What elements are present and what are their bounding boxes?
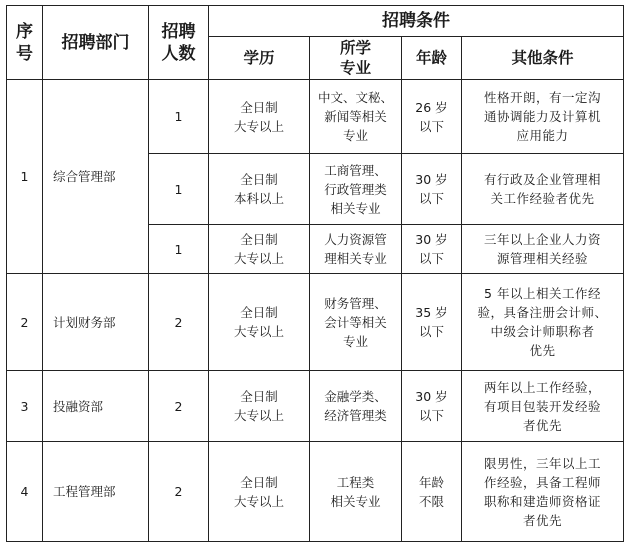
table-row bbox=[7, 274, 624, 371]
recruitment-table bbox=[6, 5, 624, 542]
age-cell: 30 岁 以下 bbox=[402, 225, 462, 274]
header-conditions: 招聘条件 bbox=[209, 6, 624, 37]
age-cell: 30 岁 以下 bbox=[402, 371, 462, 442]
count-cell: 2 bbox=[149, 442, 209, 542]
count-cell: 1 bbox=[149, 154, 209, 225]
other-conditions-cell: 两年以上工作经验， 有项目包装开发经验 者优先 bbox=[462, 371, 624, 442]
dept-cell: 综合管理部 bbox=[43, 80, 149, 274]
other-conditions-cell: 性格开朗，有一定沟 通协调能力及计算机 应用能力 bbox=[462, 80, 624, 154]
header-major: 所学 专业 bbox=[310, 37, 402, 80]
count-cell: 2 bbox=[149, 274, 209, 371]
major-cell: 工程类 相关专业 bbox=[310, 442, 402, 542]
education-cell: 全日制 大专以上 bbox=[209, 225, 310, 274]
seq-cell: 4 bbox=[7, 442, 43, 542]
header-other: 其他条件 bbox=[462, 37, 624, 80]
dept-cell: 工程管理部 bbox=[43, 442, 149, 542]
seq-cell: 1 bbox=[7, 80, 43, 274]
education-cell: 全日制 本科以上 bbox=[209, 154, 310, 225]
header-seq: 序 号 bbox=[7, 6, 43, 80]
age-cell: 26 岁 以下 bbox=[402, 80, 462, 154]
major-cell: 财务管理、 会计等相关 专业 bbox=[310, 274, 402, 371]
other-conditions-cell: 5 年以上相关工作经 验，具备注册会计师、 中级会计师职称者 优先 bbox=[462, 274, 624, 371]
major-cell: 中文、文秘、 新闻等相关 专业 bbox=[310, 80, 402, 154]
education-cell: 全日制 大专以上 bbox=[209, 80, 310, 154]
header-education: 学历 bbox=[209, 37, 310, 80]
education-cell: 全日制 大专以上 bbox=[209, 371, 310, 442]
age-cell: 30 岁 以下 bbox=[402, 154, 462, 225]
major-cell: 人力资源管 理相关专业 bbox=[310, 225, 402, 274]
education-cell: 全日制 大专以上 bbox=[209, 442, 310, 542]
count-cell: 1 bbox=[149, 225, 209, 274]
major-cell: 金融学类、 经济管理类 bbox=[310, 371, 402, 442]
header-row-1 bbox=[7, 6, 624, 37]
other-conditions-cell: 有行政及企业管理相 关工作经验者优先 bbox=[462, 154, 624, 225]
header-dept: 招聘部门 bbox=[43, 6, 149, 80]
age-cell: 年龄 不限 bbox=[402, 442, 462, 542]
major-cell: 工商管理、 行政管理类 相关专业 bbox=[310, 154, 402, 225]
seq-cell: 2 bbox=[7, 274, 43, 371]
count-cell: 1 bbox=[149, 80, 209, 154]
table-row bbox=[7, 80, 624, 154]
dept-cell: 计划财务部 bbox=[43, 274, 149, 371]
seq-cell: 3 bbox=[7, 371, 43, 442]
other-conditions-cell: 限男性，三年以上工 作经验，具备工程师 职称和建造师资格证 者优先 bbox=[462, 442, 624, 542]
table-row bbox=[7, 442, 624, 542]
age-cell: 35 岁 以下 bbox=[402, 274, 462, 371]
header-count: 招聘 人数 bbox=[149, 6, 209, 80]
dept-cell: 投融资部 bbox=[43, 371, 149, 442]
count-cell: 2 bbox=[149, 371, 209, 442]
header-age: 年龄 bbox=[402, 37, 462, 80]
education-cell: 全日制 大专以上 bbox=[209, 274, 310, 371]
table-row bbox=[7, 371, 624, 442]
other-conditions-cell: 三年以上企业人力资 源管理相关经验 bbox=[462, 225, 624, 274]
